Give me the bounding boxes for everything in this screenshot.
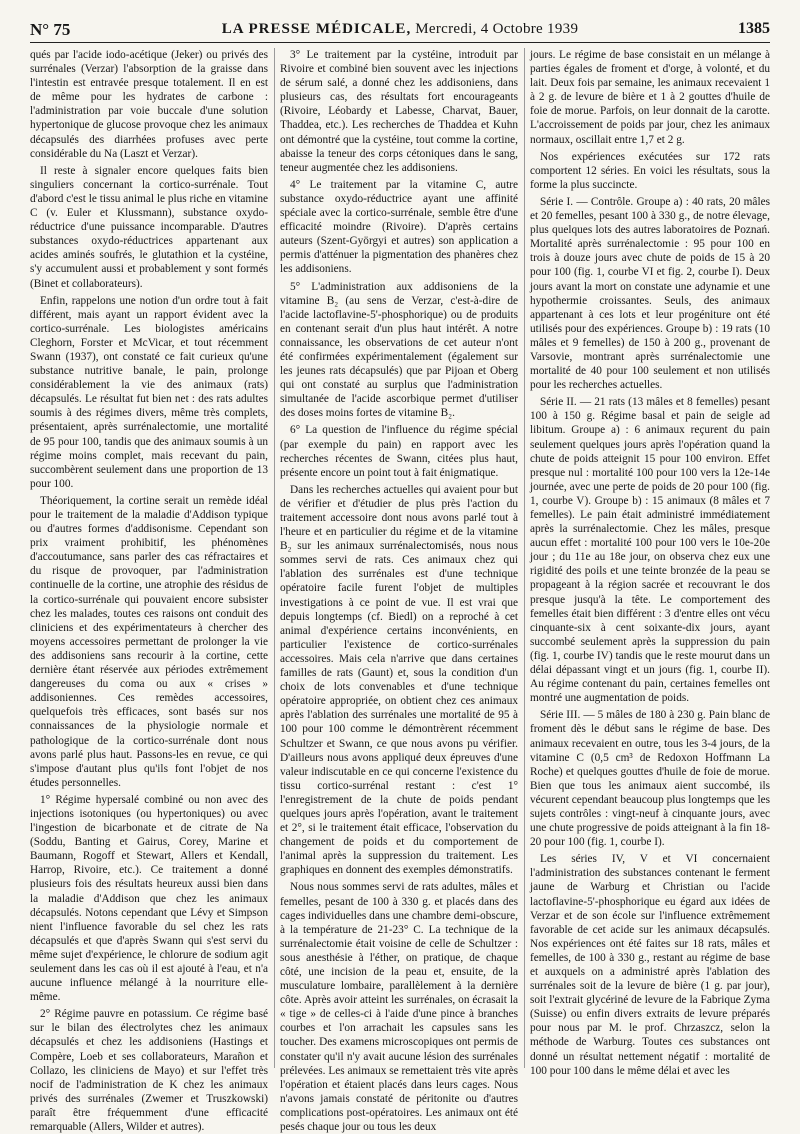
paragraph: 2° Régime pauvre en potassium. Ce régime basé sur le bilan des électrolytes chez les animaux décapsulés et chez les addisoniens (Hastings et Compère, Loeb et ses collaborateurs, Marañon et Collazo, les cliniciens de Mayo) et sur l'effet très nocif de l'administration de K chez les animaux privés des surrénales (Zwemer et Truszkowski) paraît être fréquemment d'une efficacité remarquable (Allers, Wilder et autres). <box>30 1008 268 1134</box>
paragraph: 1° Régime hypersalé combiné ou non avec des injections isotoniques (ou hypertoniques) ou avec l'ingestion de bicarbonate et de citrate de Na (Soddu, Banting et Gairus, Corey, Marine et Baumann, Rogoff et Stewart, Allers et Kendall, Harrop, Rivoire, etc.). Ce traitement a donné plusieurs fois des résultats heureux aussi bien dans la maladie d'Addison que chez les animaux décapsulés. Notons cependant que Lévy et Simpson nient l'influence favorable du sel chez les rats décapsulés et que d'après Swann qui s'est servi du même sujet d'expérience, le chlorure de sodium agit seulement dans les cas où il est ajouté à l'eau, et n'a aucune influence mélangé à la nourriture elle-même. <box>30 793 268 1004</box>
issue-number: N° 75 <box>30 20 71 39</box>
paragraph: qués par l'acide iodo-acétique (Jeker) ou privés des surrénales (Verzar) l'absorption de la graisse dans l'intestin est entravée presque totalement. Il en est de même pour les hydrates de carbone : l'administration par voie buccale d'une solution hypertonique de glucose provoque chez les animaux décapsulés des diarrhées profuses avec perte considérable du Na (Laszt et Verzar). <box>30 49 268 160</box>
paragraph: Série III. — 5 mâles de 180 à 230 g. Pain blanc de froment dès le début sans le régime de base. Des animaux recevaient en outre, tous les 3-4 jours, de la vitamine C (0,5 cm³ de Redoxon Hoffmann La Roche) et quelques gouttes d'huile de foie de morue. Bien que tous les animaux aient succombé, ils vécurent cependant beaucoup plus longtemps que les sujets contrôles : vingt-neuf à cinquante jours, avec une chute progressive de poids atteignant à la fin 18-20 pour 100 (fig. 1, courbe I). <box>530 709 770 849</box>
column-divider <box>524 48 525 1068</box>
paragraph: Théoriquement, la cortine serait un remède idéal pour le traitement de la maladie d'Addison typique ou d'autres formes d'addisonisme. Cependant son prix vraiment prohibitif, les phénomènes d'accoutumance, sans parler des cas réfractaires et du risque de provoquer, par l'administration continuelle de la cortine, une atrophie des résidus de la cortico-surrénale qui pouvaient encore subsister chez les malades, toutes ces raisons ont conduit des cliniciens et des expérimentateurs à chercher des moyens accessoires permettant de prolonger la vie des addisoniens sans recourir à la cortine, cette dernière étant réservée aux périodes extrêmement dangereuses du coma ou aux « crises » addisoniennes. Ces remèdes accessoires, quelquefois très efficaces, sont basés sur nos connaissances de la physiologie normale et pathologique de la cortico-surrénale dont nous avons parlé plus haut. Passons-les en revue, ce qui s'impose d'autant plus qu'ils font l'objet de nos études personnelles. <box>30 494 268 789</box>
page-number: 1385 <box>738 20 770 37</box>
column-divider <box>274 48 275 1068</box>
paragraph: Série II. — 21 rats (13 mâles et 8 femelles) pesant 100 à 150 g. Régime basal et pain de seigle ad libitum. Groupe a) : 6 animaux reçurent du pain seulement quelques jours après l'opération quand la chute de poids atteignit 15 pour 100 environ. Effet presque nul : mortalité 100 pour 100 vers la 12e-14e journée, avec une perte de poids de 20 pour 100 (fig. 1, courbe V). Groupe b) : 15 animaux (8 mâles et 7 femelles). Le pain était administré immédiatement après la surrénalectomie. Chez les mâles, presque aucun effet : mortalité 100 pour 100 vers le 10e-20e jour ; du 11e au 18e jour, on observa chez eux une rigidité des poils et une teinte bronzée de la peau se propageant à la région sacrée et recouvrant le dos presque jusqu'à la tête. Le comportement des femelles était bien différent : 3 d'entre elles ont vécu cinquante-six à cent soixante-dix jours, ayant succombé seulement après la suppression du pain (fig. 1, courbe IV) tandis que le reste mourut dans un délai dépassant vingt et un jours (fig. 1, courbe II). Au régime contenant du pain, certaines femelles ont montré une augmentation de poids. <box>530 396 770 705</box>
paragraph: Série I. — Contrôle. Groupe a) : 40 rats, 20 mâles et 20 femelles, pesant 100 à 330 g., de notre élevage, plus quelques lots des autres laboratoires de Poznań. Mortalité après surrénalectomie : 95 pour 100 en trois à douze jours avec chute de poids de 15 à 20 pour 100 (fig. 1, courbe VI et fig. 2, courbe I). Deux jours avant la mort on constate une adynamie et une hypothermie croissantes. Seuls, des animaux appartenant à ces lots et leur progéniture ont été utilisés pour des expériences. Groupe b) : 19 rats (10 mâles et 9 femelles) de 150 à 200 g., provenant de Varsovie, montrant après surrénalectomie une mortalité de 40 pour 100 seulement et non utilisés pour les recherches actuelles. <box>530 195 770 392</box>
paragraph: 5° L'administration aux addisoniens de la vitamine B₂ (au sens de Verzar, c'est-à-dire de l'acide lactoflavine-5'-phosphorique) ou de produits en contenant serait d'un plus haut intérêt. A notre connaissance, les observations de cet auteur n'ont été confirmées expérimentalement (également sur les jeunes rats décapsulés) que par Pijoan et Oberg qui ont constaté au surplus que l'administration simultanée de l'acide ascorbique permet d'utiliser des doses moins fortes de vitamine B₂. <box>280 280 518 420</box>
text-column-2 <box>280 48 518 1134</box>
paragraph: Il reste à signaler encore quelques faits bien singuliers concernant la cortico-surrénale. Tout d'abord c'est le tissu animal le plus riche en vitamine C (v. Euler et Klussmann), substance oxydo-réductrice d'une puissance incomparable. D'autres substances oxydo-réductrices appartenant aux acides aminés soufrés, le glutathion et la cystéine, s'y accumulent aussi et probablement y sont formés (Binet et collaborateurs). <box>30 164 268 290</box>
running-title <box>30 21 770 38</box>
publication-name: LA PRESSE MÉDICALE, <box>221 21 412 37</box>
running-header <box>30 20 770 43</box>
text-column-3 <box>530 48 770 1077</box>
paragraph: 4° Le traitement par la vitamine C, autre substance oxydo-réductrice ayant une affinité spéciale avec la cortico-surrénale, semble être d'une efficacité moindre (Rivoire). D'après certains auteurs (Szent-Györgyi et autres) son application a permis d'atténuer la pigmentation des phanères chez les addisoniens. <box>280 178 518 276</box>
text-column-1 <box>30 48 268 1134</box>
paragraph: 3° Le traitement par la cystéine, introduit par Rivoire et combiné bien souvent avec les injections de sérum salé, a donné chez les addisoniens, dans plusieurs cas, des résultats fort encourageants (Rivoire, Léobardy et Labesse, Charvat, Bauer, Thaddea, etc.). Les recherches de Thaddea et Kuhn ont démontré que la cystéine, tout comme la cortine, abaisse la teneur des corps cétoniques dans le sang, teneur augmentée chez les addisoniens. <box>280 49 518 174</box>
paragraph: Nous nous sommes servi de rats adultes, mâles et femelles, pesant de 100 à 330 g. et placés dans des cages individuelles dans une chambre demi-obscure, à la température de 21-23° C. La technique de la surrénalectomie était voisine de celle de Schultzer : sous anesthésie à l'éther, on pratique, de chaque côté, une incision de la peau et, ensuite, de la musculature lombaire, parallèlement à la dernière côte. Après avoir atteint les surrénales, on écrasait la « tige » de celles-ci à l'aide d'une pince à branches courbes et l'on arrachait les capsules sans les toucher. Des examens microscopiques ont permis de constater qu'il n'y avait aucune lésion des surrénales prélevées. Les animaux se remettaient très vite après l'opération et étaient placés dans leurs cages. Nous n'avons jamais constaté de péritonite ou d'autres complications post-opératoires. Les animaux ont été pesés chaque jour ou tous les deux <box>280 881 518 1134</box>
paragraph: 6° La question de l'influence du régime spécial (par exemple du pain) en rapport avec les recherches récentes de Swann, citées plus haut, présente encore un point tout à fait énigmatique. <box>280 424 518 479</box>
paragraph: Les séries IV, V et VI concernaient l'administration des substances contenant le ferment jaune de Warburg et Christian ou l'acide lactoflavine-5'-phosphorique eu égard aux idées de Verzar et de son école sur l'influence extrêmement favorable de cet acide sur les animaux décapsulés. Nos expériences ont été faites sur 18 rats, mâles et femelles, de 100 à 330 g., restant au régime de base et auxquels on a administré après l'ablation des surrénales soit de la levure de bière (1 g. par jour), soit l'extrait glycériné de levure de la Fabrique Zyma (Suisse) ou enfin divers extraits de levure préparés pour nous par M. le prof. Chrzaszcz, selon la méthode de Warburg. Toutes ces substances ont donné un résultat nettement négatif : mortalité de 100 pour 100 dans le même délai et avec les <box>530 853 770 1077</box>
paragraph: Dans les recherches actuelles qui avaient pour but de vérifier et d'étudier de plus près l'action du traitement accessoire dont nous avons parlé tout à l'heure et en particulier du régime et de la vitamine B₂ sur les animaux surrénalectomisés, nous nous sommes servi de rats. Ces animaux chez qui l'ablation des surrénales est d'une technique opératoire facile furent l'objet de multiples investigations à ce point de vue. Il est vrai que depuis longtemps (cf. Biedl) on a reproché à cet animal d'expérience certains inconvénients, en particulier l'existence de cortico-surrénales accessoires. Mais cela n'arrive que dans certaines familles de rats (Gaunt) et, sous la condition d'un choix de lots convenables et d'une technique opératoire appropriée, on obtient chez ces animaux après l'ablation des surrénales une mortalité de 95 à 100 pour 100 comme le démontrèrent récemment Schultzer et Swann, ce que nous avons pu vérifier. D'ailleurs nous avons appliqué deux épreuves d'une valeur indiscutable en ce qui concerne l'existence du tissu cortico-surrénal restant : c'est 1° l'enregistrement de la chute de poids pendant quelques jours après l'opération, avant le traitement et 2°, si le traitement était efficace, l'observation du changement de poids et du comportement de l'animal après la suppression du traitement. Les graphiques en donnent des exemples démonstratifs. <box>280 483 518 877</box>
paragraph: Enfin, rappelons une notion d'un ordre tout à fait différent, mais ayant un rapport évident avec la cortico-surrénale. Les biologistes américains Cleghorn, Forster et McVicar, et tout récemment Swann (1937), ont constaté ce fait curieux qu'une substance nutritive banale, le pain, prolonge considérablement la vie des animaux (rats) décapsulés. Le résultat fut bien net : des rats adultes soumis à des régimes divers, même très complets, présentaient, après surrénalectomie, une mortalité de 95 pour 100, tandis que des animaux soumis à un régime moins complet, mais recevant du pain, succombèrent seulement dans une proportion de 13 pour 100. <box>30 294 268 490</box>
paragraph: Nos expériences exécutées sur 172 rats comportent 12 séries. En voici les résultats, sous la forme la plus succincte. <box>530 150 770 191</box>
issue-date: Mercredi, 4 Octobre 1939 <box>415 21 579 37</box>
paragraph: jours. Le régime de base consistait en un mélange à parties égales de froment et d'orge, à volonté, et du lait. Deux fois par semaine, les animaux recevaient 1 à 2 g. de levure de bière et 1 à 2 gouttes d'huile de foie de morue. Parfois, on leur donnait de la carotte. L'accroissement de poids par jour, chez les animaux normaux, oscillait entre 1,7 et 2 g. <box>530 49 770 146</box>
